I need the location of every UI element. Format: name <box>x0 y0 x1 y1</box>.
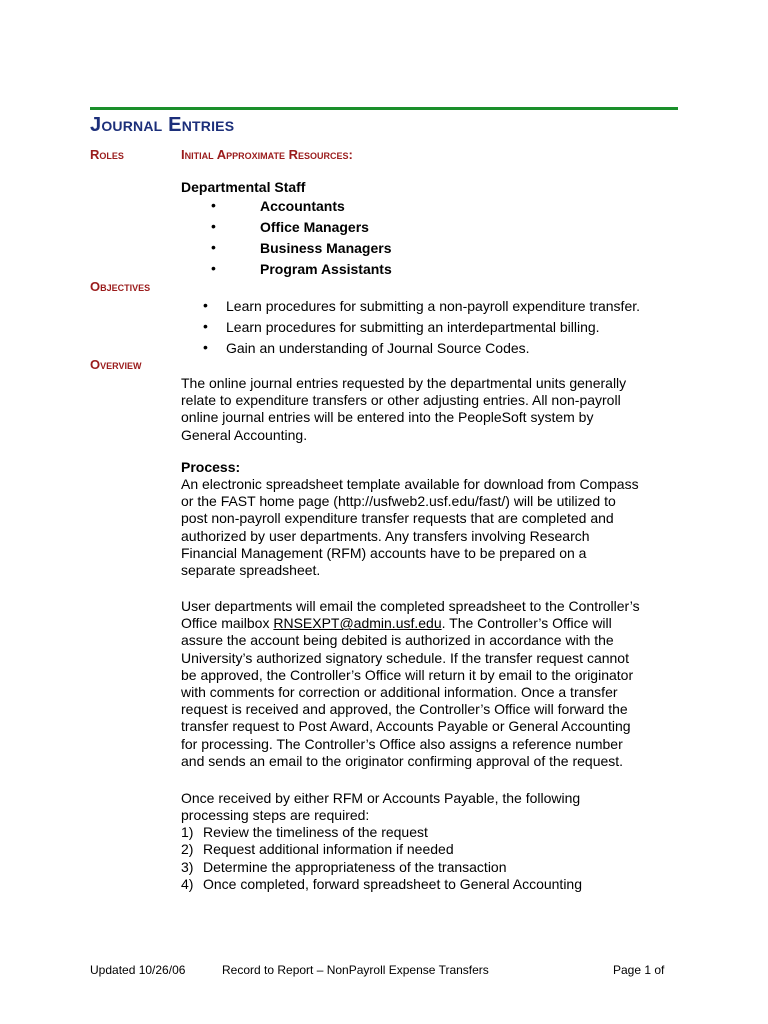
list-item: Office Managers <box>260 219 369 235</box>
text-line: and sends an email to the originator confirming approval of the request. <box>181 752 624 769</box>
list-item: Program Assistants <box>260 261 392 277</box>
title-rule <box>90 107 678 110</box>
list-item: Gain an understanding of Journal Source Codes. <box>226 340 530 356</box>
text-line: online journal entries will be entered into the PeopleSoft system by <box>181 409 594 426</box>
text-line: for processing. The Controller’s Office also assigns a reference number <box>181 735 623 752</box>
text-line: User departments will email the completed spreadsheet to the Controller’s <box>181 598 640 614</box>
page-title: Journal Entries <box>90 114 235 136</box>
text-line: processing steps are required: <box>181 807 370 824</box>
text-line: with comments for correction or additional information. Once a transfer <box>181 684 618 701</box>
text-line: assure the account being debited is authorized in accordance with the <box>181 632 614 649</box>
text-line: be approved, the Controller’s Office will return it by email to the originator <box>181 666 634 683</box>
steps-intro <box>181 790 701 824</box>
text-line: General Accounting. <box>181 426 308 443</box>
list-item: Learn procedures for submitting an interdepartmental billing. <box>226 319 600 335</box>
bullet-icon: • <box>211 239 216 255</box>
step-number: 2) <box>181 841 194 857</box>
process-heading: Process: <box>181 459 241 475</box>
text-line: authorized by user departments. Any transfers involving Research <box>181 527 590 544</box>
objectives-label: Objectives <box>90 279 151 294</box>
text-line: University’s authorized signatory schedule. If the transfer request cannot <box>181 649 629 666</box>
list-item: Business Managers <box>260 240 392 256</box>
bullet-icon: • <box>211 260 216 276</box>
bullet-icon: • <box>203 339 208 355</box>
footer-title: Record to Report – NonPayroll Expense Transfers <box>222 963 489 977</box>
text-line: An electronic spreadsheet template available for download from Compass <box>181 476 639 492</box>
step-number: 4) <box>181 876 194 892</box>
text-line: transfer request to Post Award, Accounts Payable or General Accounting <box>181 718 631 735</box>
bullet-icon: • <box>203 297 208 313</box>
text-line <box>181 615 701 632</box>
footer-page: Page 1 of <box>613 963 665 977</box>
text-line: post non-payroll expenditure transfer requests that are completed and <box>181 510 614 527</box>
step-number: 1) <box>181 824 194 840</box>
roles-heading: Initial Approximate Resources: <box>181 147 353 162</box>
text-line: request is received and approved, the Controller’s Office will forward the <box>181 701 628 718</box>
list-item: Accountants <box>260 198 345 214</box>
bullet-icon: • <box>211 197 216 213</box>
text-line: separate spreadsheet. <box>181 562 321 579</box>
overview-label: Overview <box>90 357 142 372</box>
roles-label: Roles <box>90 147 124 162</box>
list-item: Review the timeliness of the request <box>203 824 428 840</box>
process-paragraph <box>181 476 701 579</box>
text-fragment: Office mailbox <box>181 615 274 632</box>
text-line: Once received by either RFM or Accounts Payable, the following <box>181 790 581 806</box>
email-paragraph <box>181 598 701 770</box>
overview-paragraph-1 <box>181 375 701 444</box>
text-line: or the FAST home page (http://usfweb2.usf.edu/fast/) will be utilized to <box>181 493 616 510</box>
bullet-icon: • <box>203 318 208 334</box>
text-fragment: . The Controller’s Office will <box>441 615 612 632</box>
list-item: Determine the appropriateness of the transaction <box>203 859 507 875</box>
list-item: Request additional information if needed <box>203 841 454 857</box>
roles-group: Departmental Staff <box>181 179 306 195</box>
list-item: Learn procedures for submitting a non-payroll expenditure transfer. <box>226 298 641 314</box>
step-number: 3) <box>181 859 194 875</box>
bullet-icon: • <box>211 218 216 234</box>
text-line: The online journal entries requested by the departmental units generally <box>181 375 627 391</box>
text-line: relate to expenditure transfers or other adjusting entries. All non-payroll <box>181 392 621 409</box>
footer-updated: Updated 10/26/06 <box>90 963 186 977</box>
list-item: Once completed, forward spreadsheet to General Accounting <box>203 876 582 892</box>
email-link[interactable]: RNSEXPT@admin.usf.edu <box>273 615 442 632</box>
text-line: Financial Management (RFM) accounts have to be prepared on a <box>181 544 587 561</box>
